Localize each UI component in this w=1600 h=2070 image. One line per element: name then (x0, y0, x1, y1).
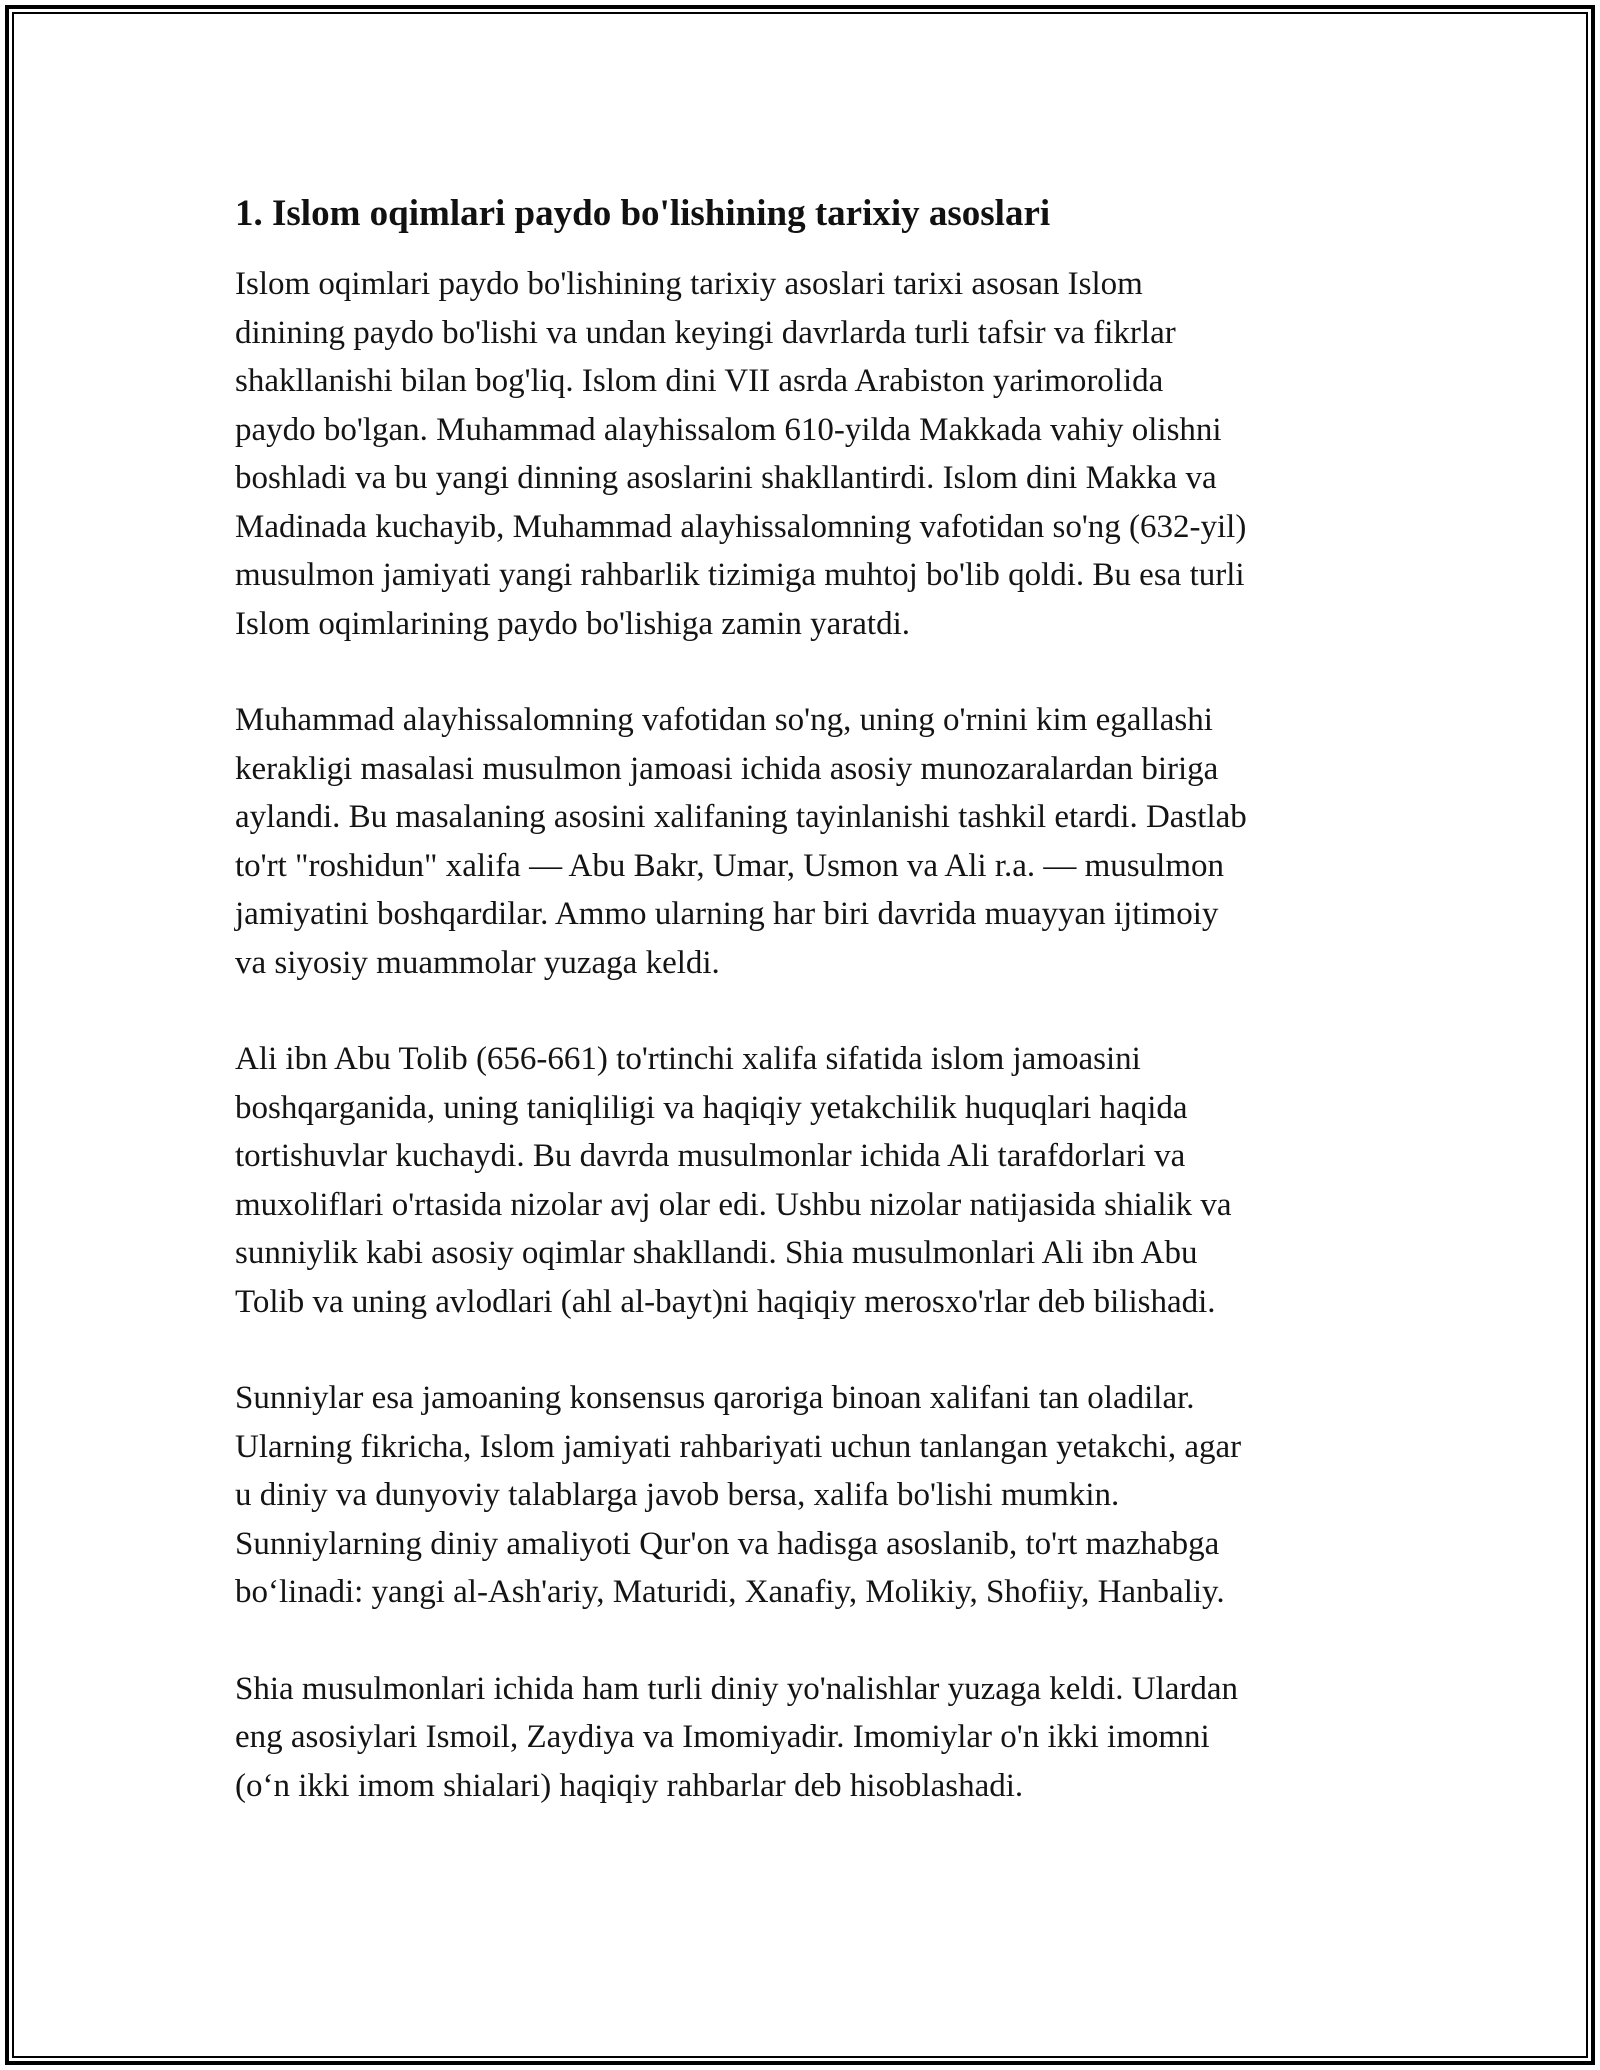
text-line: eng asosiylari Ismoil, Zaydiya va Imomiyadir. Imomiylar o'n ikki imomni (235, 1719, 1210, 1755)
text-line: paydo bo'lgan. Muhammad alayhissalom 610-yilda Makkada vahiy olishni (235, 411, 1222, 448)
text-line: dinining paydo bo'lishi va undan keyingi davrlarda turli tafsir va fikrlar (235, 314, 1176, 351)
text-line: to'rt "roshidun" xalifa — Abu Bakr, Umar, Usmon va Ali r.a. — musulmon (235, 847, 1224, 884)
text-line: Sunniylarning diniy amaliyoti Qur'on va hadisga asoslanib, to'rt mazhabga (235, 1525, 1220, 1562)
text-line: Ularning fikricha, Islom jamiyati rahbariyati uchun tanlangan yetakchi, agar (235, 1428, 1242, 1465)
text-line: muxoliflari o'rtasida nizolar avj olar edi. Ushbu nizolar natijasida shialik va (235, 1186, 1232, 1223)
paragraph-list (235, 260, 1365, 1810)
text-line: Tolib va uning avlodlari (ahl al-bayt)ni haqiqiy merosxo'rlar deb bilishadi. (235, 1283, 1216, 1320)
text-line: tortishuvlar kuchaydi. Bu davrda musulmonlar ichida Ali tarafdorlari va (235, 1138, 1186, 1174)
text-line: aylandi. Bu masalaning asosini xalifaning tayinlanishi tashkil etardi. Dastlab (235, 799, 1247, 835)
text-line: Muhammad alayhissalomning vafotidan so'ng, uning o'rnini kim egallashi (235, 702, 1213, 738)
section-heading: 1. Islom oqimlari paydo bo'lishining tarixiy asoslari (235, 193, 1051, 234)
text-line: shakllanishi bilan bog'liq. Islom dini VII asrda Arabiston yarimorolida (235, 363, 1164, 399)
text-line: boshqarganida, uning taniqliligi va haqiqiy yetakchilik huquqlari haqida (235, 1089, 1188, 1126)
text-line: sunniylik kabi asosiy oqimlar shakllandi. Shia musulmonlari Ali ibn Abu (235, 1235, 1198, 1271)
paragraph (235, 696, 1365, 987)
text-line: Islom oqimlari paydo bo'lishining tarixiy asoslari tarixi asosan Islom (235, 266, 1143, 302)
text-line: Ali ibn Abu Tolib (656-661) to'rtinchi xalifa sifatida islom jamoasini (235, 1041, 1141, 1077)
text-line: Sunniylar esa jamoaning konsensus qaroriga binoan xalifani tan oladilar. (235, 1380, 1195, 1416)
text-line: u diniy va dunyoviy talablarga javob bersa, xalifa bo'lishi mumkin. (235, 1477, 1120, 1513)
text-line: boshladi va bu yangi dinning asoslarini shakllantirdi. Islom dini Makka va (235, 460, 1217, 496)
text-line: (o‘n ikki imom shialari) haqiqiy rahbarlar deb hisoblashadi. (235, 1767, 1024, 1804)
text-line: musulmon jamiyati yangi rahbarlik tizimiga muhtoj bo'lib qoldi. Bu esa turli (235, 557, 1245, 593)
text-line: Madinada kuchayib, Muhammad alayhissalomning vafotidan so'ng (632-yil) (235, 508, 1247, 545)
text-line: bo‘linadi: yangi al-Ash'ariy, Maturidi, Xanafiy, Molikiy, Shofiiy, Hanbaliy. (235, 1574, 1225, 1610)
text-line: va siyosiy muammolar yuzaga keldi. (235, 944, 720, 981)
paragraph (235, 1035, 1365, 1326)
text-line: Shia musulmonlari ichida ham turli diniy yo'nalishlar yuzaga keldi. Ulardan (235, 1670, 1239, 1707)
document-body (235, 188, 1365, 1858)
text-line: jamiyatini boshqardilar. Ammo ularning har biri davrida muayyan ijtimoiy (235, 896, 1219, 932)
paragraph (235, 1665, 1365, 1811)
paragraph (235, 1374, 1365, 1617)
text-line: Islom oqimlarining paydo bo'lishiga zamin yaratdi. (235, 605, 910, 642)
text-line: kerakligi masalasi musulmon jamoasi ichida asosiy munozaralardan biriga (235, 750, 1219, 787)
paragraph (235, 260, 1365, 648)
